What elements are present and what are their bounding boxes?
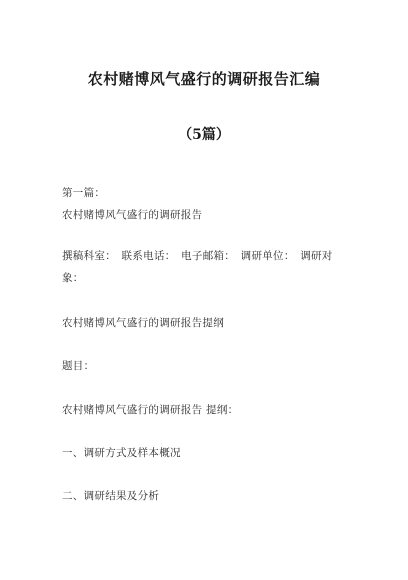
section-label: 第一篇： <box>62 187 106 199</box>
outline-intro: 农村赌博风气盛行的调研报告 提纲： <box>62 404 239 416</box>
contact-fields: 撰稿科室： 联系电话： 电子邮箱： 调研单位： 调研对象： <box>62 250 333 284</box>
outline-heading: 农村赌博风气盛行的调研报告提纲 <box>62 317 224 329</box>
topic-label: 题目： <box>62 360 95 372</box>
document-title: 农村赌博风气盛行的调研报告汇编 <box>87 70 321 88</box>
outline-item-2: 二、调研结果及分析 <box>62 490 160 502</box>
outline-item-1: 一、调研方式及样本概况 <box>62 447 181 459</box>
document-subtitle: （5篇） <box>178 127 230 143</box>
report-heading: 农村赌博风气盛行的调研报告 <box>62 209 203 221</box>
